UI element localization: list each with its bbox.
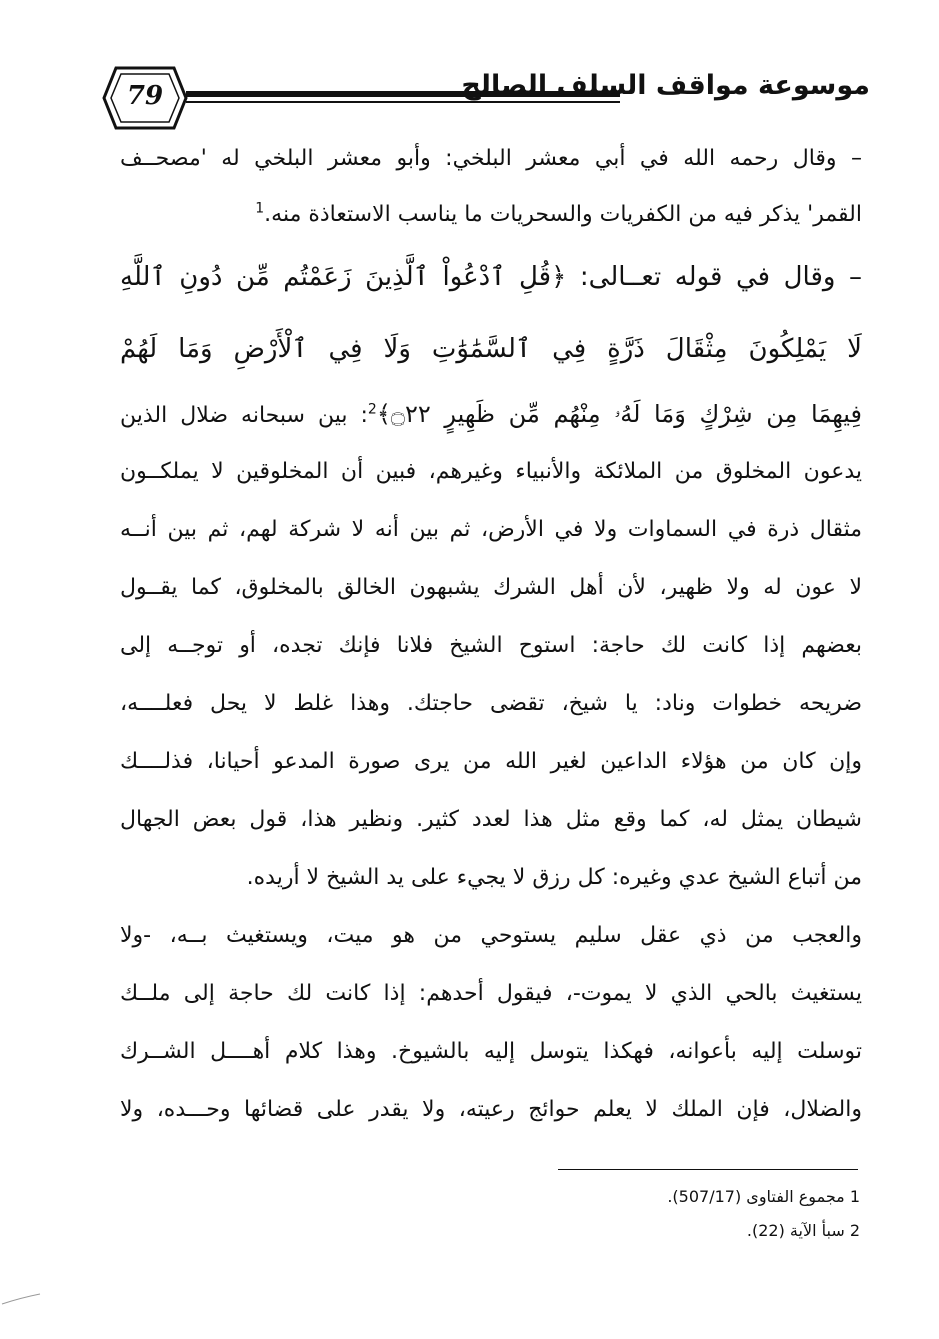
text-line-1: – وقال رحمه الله في أبي معشر البلخي: وأبو معشر البلخي له 'مصحــف (120, 146, 862, 171)
page-number: 79 (126, 81, 164, 111)
quran-line-3-verse: فِيهِمَا مِن شِرْكٍ وَمَا لَهُۥ مِنْهُم مِّن ظَهِيرٍ ۝٢٢﴾ (376, 400, 862, 428)
text-line-9: بعضهم إذا كانت لك حاجة: استوح الشيخ فلانا فإنك تجده، أو توجــه إلى (120, 633, 862, 658)
page-body (120, 130, 862, 1139)
text-line-2 (120, 188, 862, 241)
text-line-2-content: القمر' يذكر فيه من الكفريات والسحريات ما يناسب الاستعاذة منه. (264, 202, 862, 227)
text-line-13: من أتباع الشيخ عدي وغيره: كل رزق لا يجيء على يد الشيخ لا أريده. (246, 865, 862, 890)
text-line-14: والعجب من ذي عقل سليم يستوحي من هو ميت، ويستغيث بــه، -ولا (120, 923, 862, 948)
footnote-separator (558, 1169, 858, 1170)
footnote-2-text: سبأ الآية (22). (746, 1221, 845, 1240)
quran-line-3 (120, 385, 862, 443)
quran-line-3-continuation: : بين سبحانه ضلال الذين (120, 403, 368, 428)
footnote-1-mark: 1 (849, 1187, 860, 1206)
text-line-11: وإن كان من هؤلاء الداعين لغير الله من يرى صورة المدعو أحيانا، فذلــــك (120, 749, 862, 774)
text-line-15: يستغيث بالحي الذي لا يموت-، فيقول أحدهم: إذا كانت لك حاجة إلى ملــك (120, 981, 862, 1006)
footnote-mark-1: 1 (255, 200, 265, 217)
scan-mark-icon (0, 1280, 60, 1310)
text-line-10: ضريحه خطوات وناد: يا شيخ، تقضى حاجتك. وهذا غلط لا يحل فعلــــه، (120, 691, 862, 716)
footnotes (500, 1180, 860, 1248)
quran-line-1: – وقال في قوله تعــالى: ﴿قُلِ ٱدْعُواْ ٱلَّذِينَ زَعَمْتُم مِّن دُونِ ٱللَّهِ (120, 262, 862, 292)
series-title: موسوعة مواقف السلف الصالح (461, 70, 870, 101)
page-number-badge (102, 62, 188, 134)
footnote-2-mark: 2 (849, 1221, 860, 1240)
quran-line-2: لَا يَمْلِكُونَ مِثْقَالَ ذَرَّةٍ فِي ٱلسَّمَٰوَٰتِ وَلَا فِي ٱلْأَرْضِ وَمَا لَهُمْ (120, 334, 862, 364)
footnote-2 (500, 1214, 860, 1248)
text-line-8: لا عون له ولا ظهير، لأن أهل الشرك يشبهون الخالق بالمخلوق، كما يقــول (120, 575, 862, 600)
page-header (100, 58, 870, 138)
footnote-1-text: مجموع الفتاوى (507/17). (667, 1187, 845, 1206)
text-line-6: يدعون المخلوق من الملائكة والأنبياء وغيرهم، فبين أن المخلوقين لا يملكــون (120, 459, 862, 484)
footnote-mark-2: 2 (367, 401, 377, 418)
text-line-17: والضلال، فإن الملك لا يعلم حوائج رعيته، ولا يقدر على قضائها وحـــده، ولا (120, 1097, 862, 1122)
text-line-16: توسلت إليه بأعوانه، فهكذا يتوسل إليه بالشيوخ. وهذا كلام أهــــل الشــرك (120, 1039, 862, 1064)
text-line-12: شيطان يمثل له، كما وقع مثل هذا لعدد كثير. ونظير هذا، قول بعض الجهال (120, 807, 862, 832)
header-rule-thin (186, 101, 620, 103)
text-line-7: مثقال ذرة في السماوات ولا في الأرض، ثم بين أنه لا شركة لهم، ثم بين أنــه (120, 517, 862, 542)
footnote-1 (500, 1180, 860, 1214)
